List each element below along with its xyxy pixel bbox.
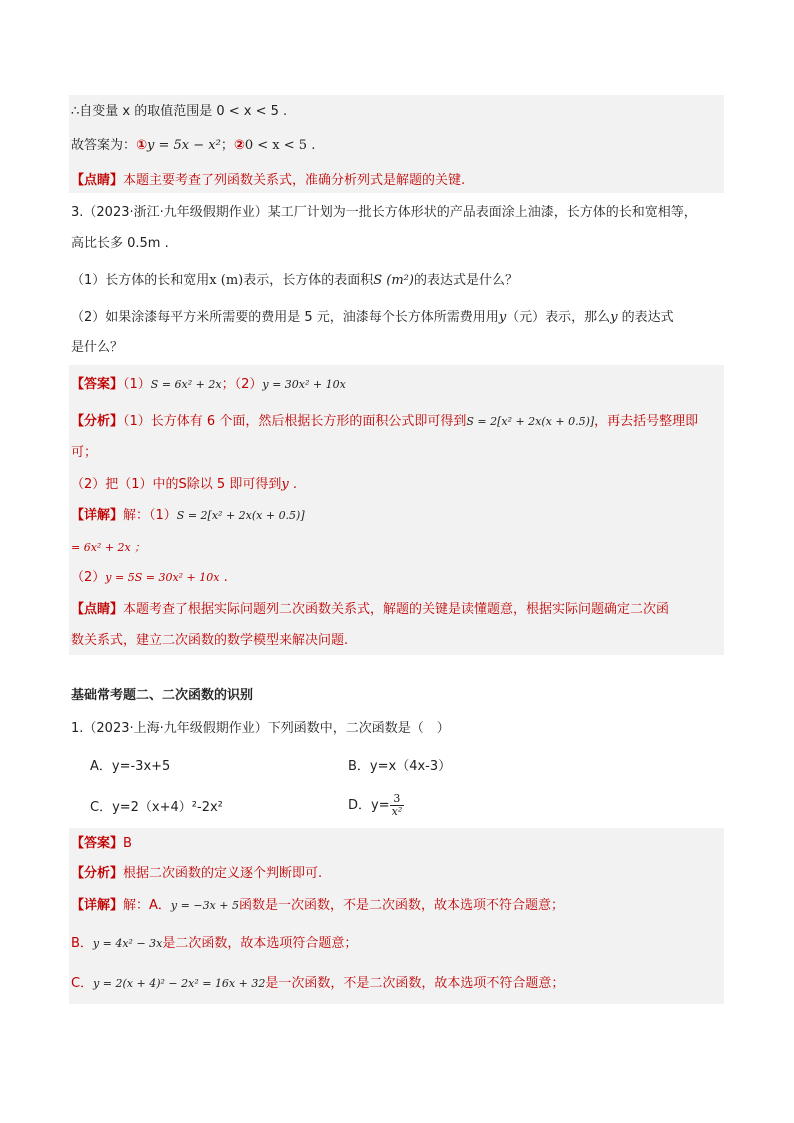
s2-answer-line: 【答案】B <box>71 836 132 851</box>
s2-detail-line-a: 【详解】解：A．y = −3x + 5函数是一次函数，不是二次函数，故本选项不符合题意； <box>71 898 564 913</box>
range-line: ∴自变量 x 的取值范围是 0 < x < 5 . <box>71 104 288 119</box>
q3-detail-line3: （2）y = 5S = 30x² + 10x . <box>71 570 228 585</box>
option-c: C．y=2（x+4）²-2x² <box>90 800 223 815</box>
q3-detail-line2: = 6x² + 2x ； <box>71 541 146 554</box>
q3-stem-line1: 3.（2023·浙江·九年级假期作业）某工厂计划为一批长方体形状的产品表面涂上油漆，长方体的长和宽相等， <box>71 205 697 220</box>
prev-comment-line: 【点睛】本题主要考查了列函数关系式，准确分析列式是解题的关键. <box>71 173 466 188</box>
q3-analysis-line3: （2）把（1）中的S除以 5 即可得到y . <box>71 477 297 492</box>
section-heading: 基础常考题二、二次函数的识别 <box>71 688 254 703</box>
q3-comment-line2: 数关系式，建立二次函数的数学模型来解决问题. <box>71 633 349 648</box>
answer-line: 故答案为：①y = 5x − x²；②0 < x < 5 . <box>71 138 316 153</box>
q3-sub2-line1: （2）如果涂漆每平方米所需要的费用是 5 元，油漆每个长方体所需费用用y（元）表示，那么y 的表达式 <box>71 310 674 325</box>
s2-q1-stem: 1.（2023·上海·九年级假期作业）下列函数中，二次函数是（ ） <box>71 721 450 736</box>
option-d-fraction: $\frac{3}{\text{x²}}$ <box>391 792 403 818</box>
q3-detail-line1: 【详解】解：（1）S = 2[x² + 2x(x + 0.5)] <box>71 508 305 523</box>
q3-sub2-line2: 是什么？ <box>71 340 124 355</box>
s2-detail-line-b: B．y = 4x² − 3x是二次函数，故本选项符合题意； <box>71 936 358 951</box>
q3-sub1: （1）长方体的长和宽用x (m)表示，长方体的表面积S (m²)的表达式是什么？ <box>71 273 518 288</box>
q3-stem-line2: 高比长多 0.5m . <box>71 236 169 251</box>
s2-detail-line-c: C．y = 2(x + 4)² − 2x² = 16x + 32是一次函数，不是二次函数，故本选项不符合题意； <box>71 976 565 991</box>
q3-analysis-line2: 可； <box>71 445 98 460</box>
q3-answer-line: 【答案】（1）S = 6x² + 2x；（2）y = 30x² + 10x <box>71 377 346 392</box>
q3-comment-line1: 【点睛】本题考查了根据实际问题列二次函数关系式，解题的关键是读懂题意，根据实际问题确定二次函 <box>71 602 670 617</box>
q3-analysis-line1: 【分析】（1）长方体有 6 个面，然后根据长方形的面积公式即可得到S = 2[x² + 2x(x + 0.5)]，再去括号整理即 <box>71 414 699 429</box>
option-d: D．y= $\frac{3}{\text{x²}}$ <box>348 792 403 818</box>
option-a: A．y=-3x+5 <box>90 759 171 774</box>
s2-analysis-line: 【分析】根据二次函数的定义逐个判断即可. <box>71 866 323 881</box>
option-b: B．y=x（4x-3） <box>348 759 452 774</box>
